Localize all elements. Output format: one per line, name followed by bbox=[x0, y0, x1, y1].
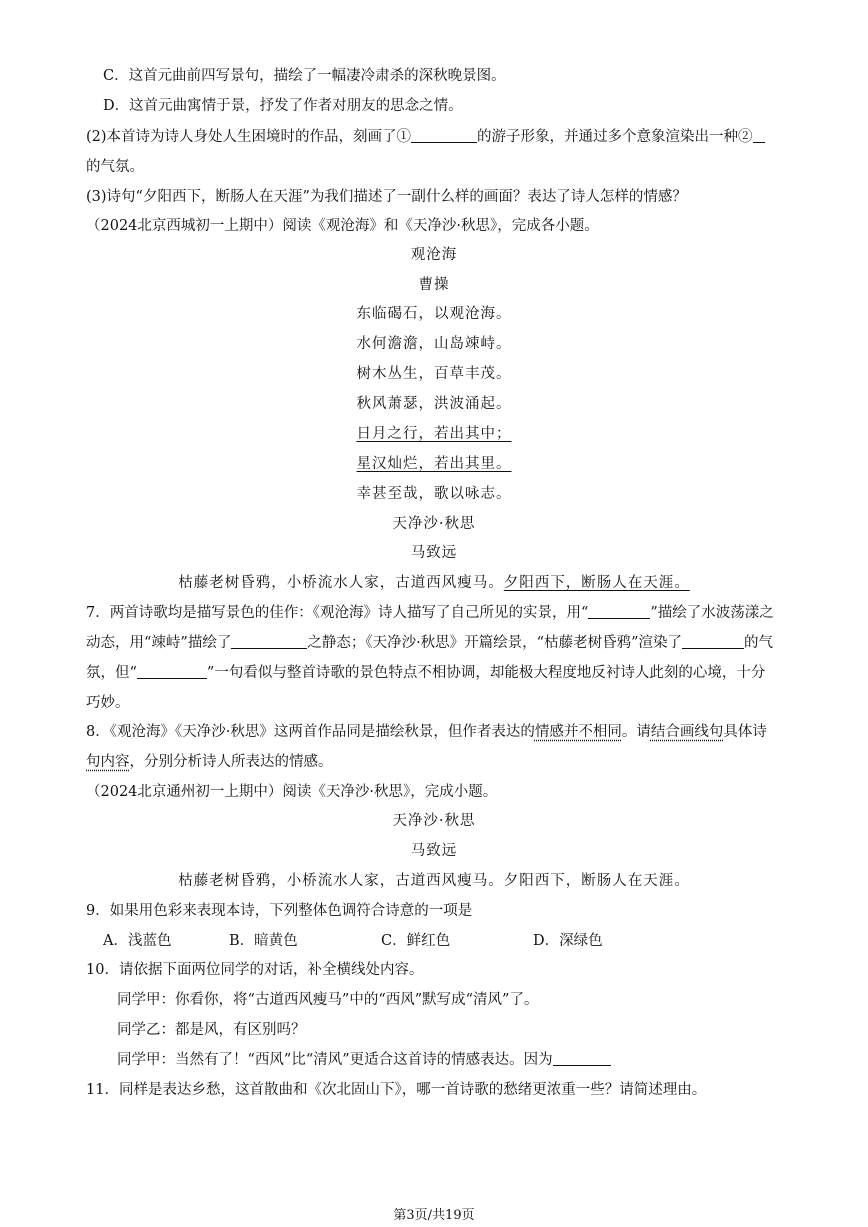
poem-line: 幸甚至哉，歌以咏志。 bbox=[356, 486, 512, 502]
poem-line: 东临碣石，以观沧海。 bbox=[356, 306, 512, 322]
answer-blank[interactable] bbox=[682, 634, 744, 649]
underlined-text: 日月之行，若出其中； bbox=[356, 426, 512, 442]
option-c: C．这首元曲前四写景句，描绘了一幅凄冷肃杀的深秋晚景图。 bbox=[103, 68, 506, 84]
question-2-text-b: 的游子形象，并通过多个意象渲染出一种② bbox=[477, 129, 753, 145]
answer-blank[interactable] bbox=[753, 128, 765, 143]
poem-line: 水何澹澹，山岛竦峙。 bbox=[356, 336, 512, 352]
dialog-text: 同学甲：当然有了！“西风”比“清风”更适合这首诗的情感表达。因为 bbox=[117, 1052, 553, 1068]
dialog-line: 同学乙：都是风，有区别吗？ bbox=[117, 1022, 306, 1038]
page-number: 第3页/共19页 bbox=[393, 1208, 475, 1223]
choice-option-d[interactable]: D．深绿色 bbox=[533, 933, 603, 949]
question-7-text: 氛，但“ bbox=[86, 665, 137, 681]
emphasis-text: 结合画线句 bbox=[650, 724, 724, 740]
question-7-text: 之静态；《天净沙·秋思》开篇绘景，“枯藤老树昏鸦”渲染了 bbox=[307, 635, 683, 651]
poem-line-underlined bbox=[0, 424, 868, 444]
question-7-line3 bbox=[86, 663, 765, 683]
question-7-text: ”描绘了水波荡漾之 bbox=[650, 605, 774, 621]
answer-blank[interactable] bbox=[411, 128, 477, 143]
question-8-text: ，分别分析诗人所表达的情感。 bbox=[129, 754, 333, 770]
section-intro: （2024北京西城初一上期中）阅读《观沧海》和《天净沙·秋思》，完成各小题。 bbox=[86, 218, 599, 234]
answer-blank[interactable] bbox=[231, 634, 307, 649]
option-d: D．这首元曲寓情于景，抒发了作者对朋友的思念之情。 bbox=[103, 98, 463, 114]
question-7-text: ”一句看似与整首诗歌的景色特点不相协调，却能极大程度地反衬诗人此刻的心境，十分 bbox=[206, 665, 766, 681]
emphasis-text: 情感并不相同 bbox=[534, 724, 622, 740]
dialog-line bbox=[117, 1050, 611, 1070]
question-11: 11．同样是表达乡愁，这首散曲和《次北固山下》，哪一首诗歌的愁绪更浓重一些？请简述理由。 bbox=[86, 1082, 707, 1098]
poem-title: 天净沙·秋思 bbox=[392, 813, 476, 829]
poem-line: 秋风萧瑟，洪波涌起。 bbox=[356, 396, 512, 412]
choice-option-b[interactable]: B．暗黄色 bbox=[229, 933, 298, 949]
poem-body bbox=[0, 573, 868, 593]
poem-line: 树木丛生，百草丰茂。 bbox=[356, 366, 512, 382]
question-8-line2 bbox=[86, 752, 333, 772]
question-8-text: 具体诗 bbox=[723, 724, 767, 740]
question-7 bbox=[86, 603, 774, 623]
underlined-text: 星汉灿烂，若出其里。 bbox=[356, 456, 512, 472]
question-10: 10．请依据下面两位同学的对话，补全横线处内容。 bbox=[86, 962, 424, 978]
question-7-text: 的气 bbox=[744, 635, 774, 651]
question-7-line2 bbox=[86, 633, 773, 653]
question-2-tail: 的气氛。 bbox=[86, 159, 144, 175]
choice-option-a[interactable]: A．浅蓝色 bbox=[103, 933, 172, 949]
poem-line-underlined bbox=[0, 454, 868, 474]
question-8 bbox=[86, 722, 767, 742]
underlined-text: 夕阳西下，断肠人在天涯。 bbox=[503, 575, 690, 591]
question-7-text: 动态，用“竦峙”描绘了 bbox=[86, 635, 232, 651]
question-8-text: 8．《观沧海》《天净沙·秋思》这两首作品同是描绘秋景，但作者表达的 bbox=[86, 724, 535, 740]
poem-title: 观沧海 bbox=[410, 247, 458, 263]
poem-author: 马致远 bbox=[410, 545, 458, 561]
question-8-text: 。请 bbox=[621, 724, 651, 740]
answer-blank[interactable] bbox=[553, 1051, 611, 1066]
poem-title: 天净沙·秋思 bbox=[392, 516, 476, 532]
choice-option-c[interactable]: C．鲜红色 bbox=[381, 933, 451, 949]
answer-blank[interactable] bbox=[588, 604, 650, 619]
question-2-text-a: (2)本首诗为诗人身处人生困境时的作品，刻画了① bbox=[86, 129, 412, 145]
poem-author: 马致远 bbox=[410, 843, 458, 859]
question-3: (3)诗句“夕阳西下，断肠人在天涯”为我们描述了一副什么样的画面？表达了诗人怎样的情感？ bbox=[86, 189, 687, 205]
poem-body-text: 枯藤老树昏鸦，小桥流水人家，古道西风瘦马。 bbox=[178, 575, 504, 591]
question-7-text: 7．两首诗歌均是描写景色的佳作：《观沧海》诗人描写了自己所见的实景，用“ bbox=[86, 605, 589, 621]
question-2 bbox=[86, 127, 765, 147]
answer-blank[interactable] bbox=[137, 664, 207, 679]
emphasis-text: 句内容 bbox=[86, 754, 130, 770]
poem-body: 枯藤老树昏鸦，小桥流水人家，古道西风瘦马。夕阳西下，断肠人在天涯。 bbox=[178, 873, 690, 889]
question-7-line4: 巧妙。 bbox=[86, 695, 130, 711]
dialog-line: 同学甲：你看你，将“古道西风瘦马”中的“西风”默写成“清风”了。 bbox=[117, 992, 539, 1008]
poem-author: 曹操 bbox=[418, 277, 450, 293]
question-9: 9．如果用色彩来表现本诗，下列整体色调符合诗意的一项是 bbox=[86, 903, 473, 919]
section-intro: （2024北京通州初一上期中）阅读《天净沙·秋思》，完成小题。 bbox=[86, 784, 498, 800]
